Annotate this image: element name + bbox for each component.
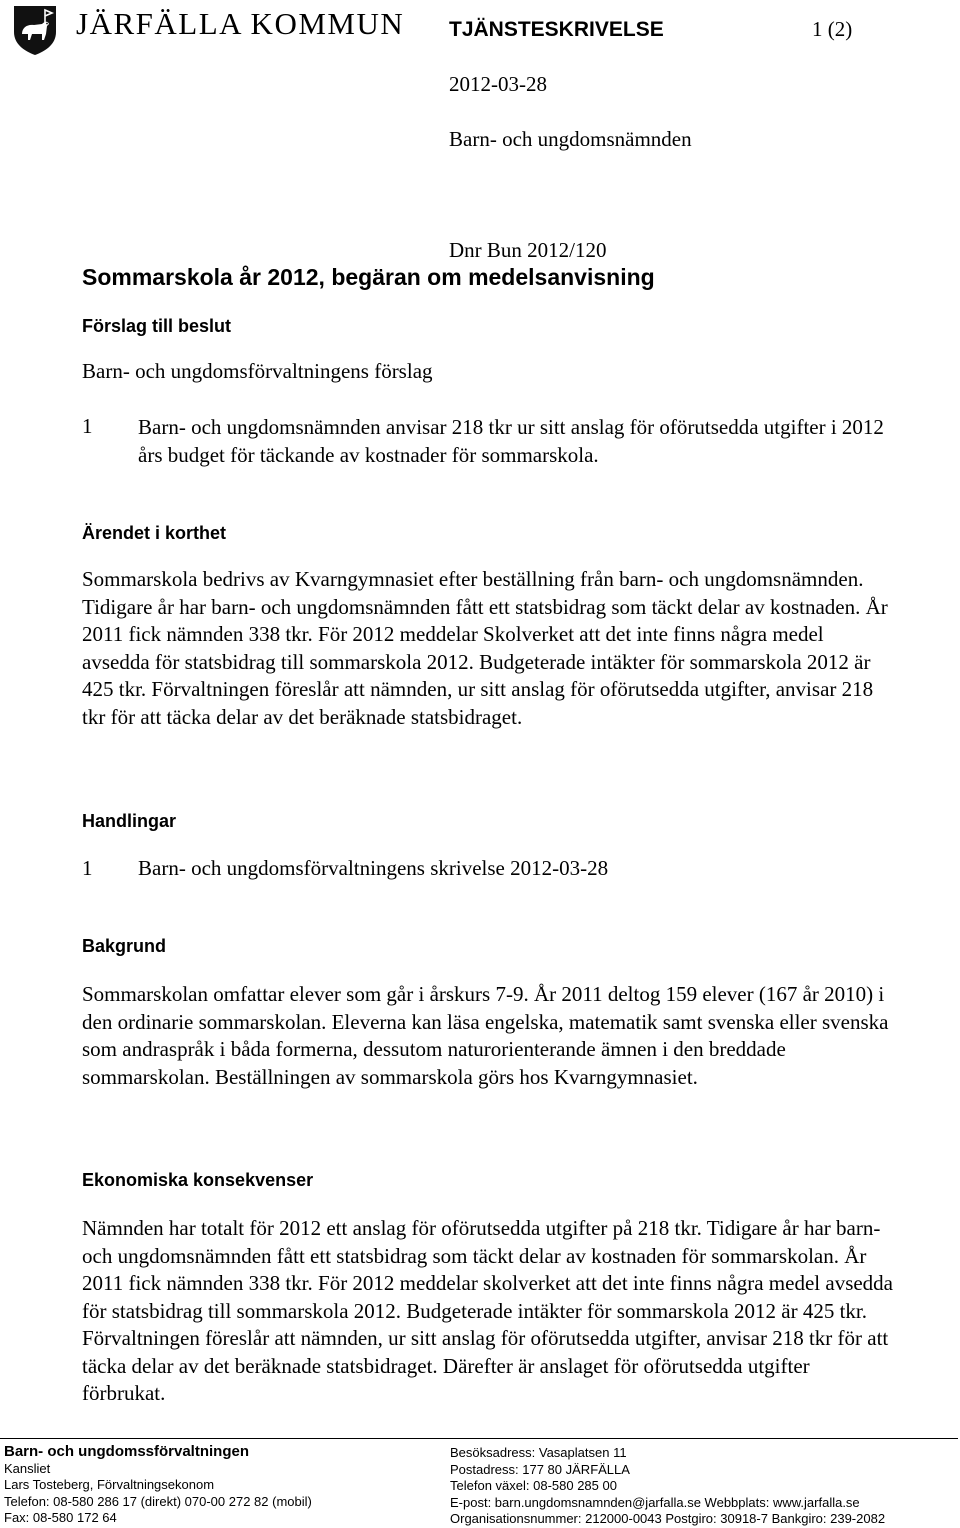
municipality-crest-icon [12,4,58,56]
footer-fax: Fax: 08-580 172 64 [4,1510,117,1525]
background-paragraph: Sommarskolan omfattar elever som går i årskurs 7-9. År 2011 deltog 159 elever (167 år 2010) i den ordinarie sommarskolan. Eleverna kan läsa engelska, matematik samt svenska eller svenska som andraspråk i båda formerna, dessutom naturorienterande ämnen i den breddade sommarskolan. Beställningen av sommarskola görs hos Kvarngymnasiet. [82,982,889,1089]
footer-postal-address: Postadress: 177 80 JÄRFÄLLA [450,1461,630,1477]
heading-proposal: Förslag till beslut [82,316,232,336]
footer-unit: Kansliet [4,1460,51,1476]
page-number: 1 (2) [812,17,853,41]
footer-address [450,1444,885,1528]
heading-economic-consequences: Ekonomiska konsekvenser [82,1170,314,1190]
municipality-logo-text: JÄRFÄLLA KOMMUN [76,6,405,41]
document-type: TJÄNSTESKRIVELSE [449,18,664,41]
page-title: Sommarskola år 2012, begäran om medelsanvisning [82,264,655,290]
proposal-item-number: 1 [82,414,93,438]
diary-number: Dnr Bun 2012/120 [449,238,607,262]
economic-paragraph: Nämnden har totalt för 2012 ett anslag för oförutsedda utgifter på 218 tkr. Tidigare år har barn- och ungdomsnämnden fått ett statsbidrag som täckt delar av kostnaden för sommarskolan. År 2011 fick nämnden 338 tkr. För 2012 meddelar skolverket att det inte finns några medel avsedda för statsbidrag till sommarskola 2012. Budgeterade intäkter för sommarskola 2012 är 425 tkr. Förvaltningen föreslår att nämnden, ur sitt anslag för oförutsedda utgifter, anvisar 218 tkr för att täcka delar av det beräknade statsbidraget. Därefter är anslaget för oförutsedda utgifter förbrukat. [82,1216,894,1405]
footer-switchboard: Telefon växel: 08-580 285 00 [450,1478,617,1493]
recipient-committee: Barn- och ungdomsnämnden [449,127,692,151]
documents-item-text: Barn- och ungdomsförvaltningens skrivelse 2012-03-28 [138,856,609,880]
proposal-intro: Barn- och ungdomsförvaltningens förslag [82,359,433,383]
footer-org-number: Organisationsnummer: 212000-0043 Postgiro: 30918-7 Bankgiro: 239-2082 [450,1511,886,1526]
document-date: 2012-03-28 [449,72,547,96]
footer-organisation: Barn- och ungdomssförvaltningen [4,1443,250,1460]
footer-visiting-address: Besöksadress: Vasaplatsen 11 [450,1445,627,1460]
footer-phone: Telefon: 08-580 286 17 (direkt) 070-00 272 82 (mobil) [4,1493,312,1509]
footer-email-web: E-post: barn.ungdomsnamnden@jarfalla.se Webbplats: www.jarfalla.se [450,1494,860,1510]
summary-paragraph: Sommarskola bedrivs av Kvarngymnasiet efter beställning från barn- och ungdomsnämnden. Tidigare år har barn- och ungdomsnämnden fått ett statsbidrag som täckt delar av kostnaden. År 2011 fick nämnden 338 tkr. För 2012 meddelar Skolverket att det inte finns några medel avsedda för statsbidrag till sommarskola 2012. Budgeterade intäkter för sommarskola 2012 är 425 tkr. Förvaltningen föreslår att nämnden, ur sitt anslag för oförutsedda utgifter, anvisar 218 tkr för att täcka delar av det beräknade statsbidraget. [82,567,888,729]
footer-person: Lars Tosteberg, Förvaltningsekonom [4,1477,215,1492]
heading-background: Bakgrund [82,936,167,956]
footer-contact [4,1444,312,1527]
heading-summary: Ärendet i korthet [82,523,227,543]
footer-divider [0,1438,958,1439]
documents-item-number: 1 [82,856,93,880]
proposal-item-text: Barn- och ungdomsnämnden anvisar 218 tkr ur sitt anslag för oförutsedda utgifter i 2012 års budget för täckande av kostnader för sommarskola. [138,415,884,467]
heading-documents: Handlingar [82,811,177,831]
